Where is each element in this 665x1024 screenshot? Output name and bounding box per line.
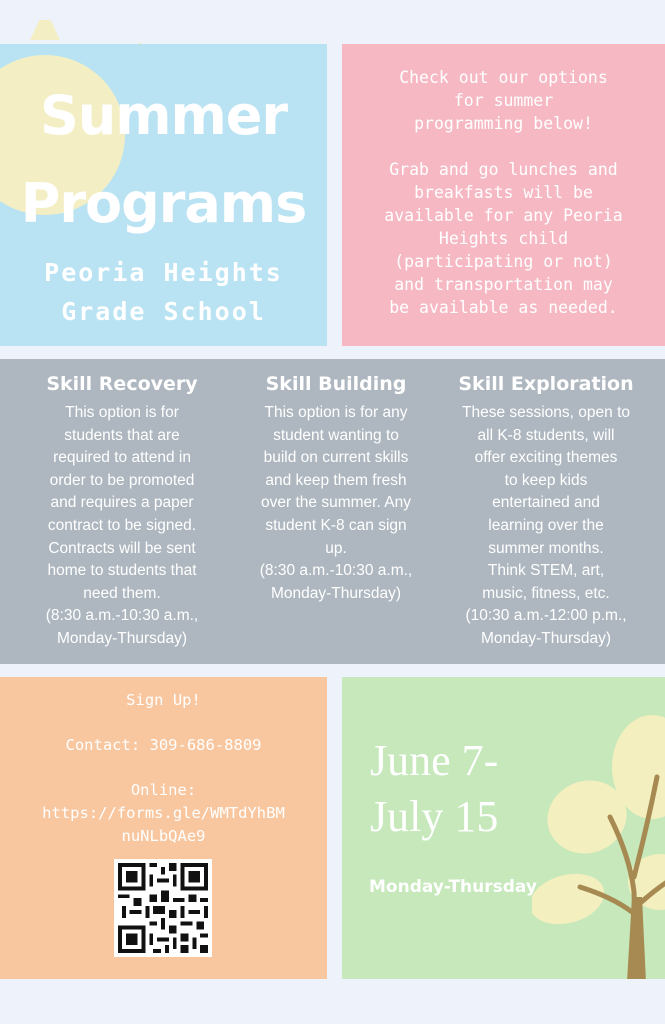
signup-url-line-2[interactable]: nuNLbQAe9 bbox=[121, 827, 206, 845]
option-line: offer exciting themes bbox=[474, 449, 618, 467]
page-title-line-2: Programs bbox=[20, 172, 307, 235]
option-line: contract to be signed. bbox=[47, 516, 197, 534]
schedule-panel bbox=[342, 677, 665, 979]
signup-heading: Sign Up! bbox=[126, 691, 201, 709]
program-dates bbox=[370, 733, 498, 845]
intro-line: Grab and go lunches and bbox=[389, 160, 618, 179]
option-line: over the summer. Any bbox=[261, 494, 411, 512]
intro-panel bbox=[342, 44, 665, 346]
skill-recovery-column bbox=[22, 371, 222, 651]
option-line: and keep them fresh bbox=[265, 471, 407, 489]
page-title-line-1: Summer bbox=[39, 84, 288, 147]
school-name-line-1: Peoria Heights bbox=[44, 258, 283, 287]
intro-line: Heights child bbox=[438, 229, 569, 248]
program-days: Monday-Thursday bbox=[369, 877, 537, 897]
school-name-line-2: Grade School bbox=[61, 297, 266, 326]
option-line: Monday-Thursday) bbox=[270, 584, 402, 602]
option-line: learning over the bbox=[488, 516, 604, 534]
option-line: required to attend in bbox=[53, 449, 191, 467]
option-line: These sessions, open to bbox=[461, 404, 631, 421]
option-line: order to be promoted bbox=[49, 471, 195, 489]
option-line: (10:30 a.m.-12:00 p.m., bbox=[465, 607, 627, 625]
contact-phone[interactable]: Contact: 309-686-8809 bbox=[65, 736, 262, 754]
tree-illustration bbox=[532, 707, 665, 979]
option-line: This option is for bbox=[65, 404, 179, 421]
intro-line: available for any Peoria bbox=[384, 206, 623, 225]
intro-line: breakfasts will be bbox=[414, 183, 593, 202]
option-line: up. bbox=[325, 539, 347, 557]
option-line: music, fitness, etc. bbox=[482, 584, 610, 602]
option-line: (8:30 a.m.-10:30 a.m., bbox=[45, 607, 199, 625]
option-line: summer months. bbox=[488, 539, 604, 557]
option-line: student K-8 can sign bbox=[265, 516, 407, 534]
option-line: Think STEM, art, bbox=[487, 562, 605, 580]
option-line: entertained and bbox=[492, 494, 600, 512]
intro-line: and transportation may bbox=[394, 275, 613, 294]
option-line: Monday-Thursday) bbox=[480, 629, 612, 647]
skill-building-column bbox=[236, 371, 436, 605]
option-line: and requires a paper bbox=[50, 494, 194, 512]
qr-code[interactable] bbox=[114, 859, 212, 957]
option-line: build on current skills bbox=[263, 449, 409, 467]
option-line: Contracts will be sent bbox=[48, 539, 196, 557]
intro-line: (participating or not) bbox=[394, 252, 613, 271]
option-line: students that are bbox=[64, 426, 180, 444]
intro-line: be available as needed. bbox=[389, 298, 618, 317]
intro-text bbox=[354, 66, 653, 319]
signup-url-line-1[interactable]: https://forms.gle/WMTdYhBM bbox=[42, 804, 285, 822]
intro-line: programming below! bbox=[414, 114, 593, 133]
option-line: need them. bbox=[83, 584, 161, 602]
dates-line-1: June 7- bbox=[370, 736, 499, 785]
options-panel bbox=[0, 359, 665, 664]
option-line: all K-8 students, will bbox=[477, 426, 615, 444]
skill-exploration-column bbox=[446, 371, 646, 651]
option-line: Monday-Thursday) bbox=[56, 629, 188, 647]
intro-line: for summer bbox=[453, 91, 554, 110]
dates-line-2: July 15 bbox=[370, 792, 499, 841]
intro-line: Check out our options bbox=[399, 68, 608, 87]
option-line: This option is for any bbox=[264, 404, 408, 421]
option-line: student wanting to bbox=[273, 426, 399, 444]
online-label: Online: bbox=[130, 781, 197, 799]
title-panel bbox=[0, 44, 327, 346]
signup-text bbox=[8, 689, 319, 848]
skill-exploration-title: Skill Exploration bbox=[458, 373, 634, 395]
option-line: (8:30 a.m.-10:30 a.m., bbox=[259, 562, 413, 580]
signup-panel bbox=[0, 677, 327, 979]
skill-building-title: Skill Building bbox=[265, 373, 407, 395]
skill-recovery-title: Skill Recovery bbox=[46, 373, 198, 395]
option-line: to keep kids bbox=[504, 471, 588, 489]
option-line: home to students that bbox=[47, 562, 197, 580]
